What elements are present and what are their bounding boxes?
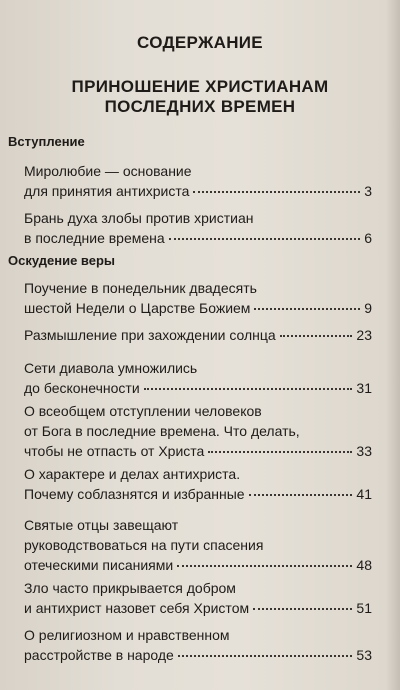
page-number: 31: [356, 380, 372, 396]
book-title-line-1: ПРИНОШЕНИЕ ХРИСТИАНАМ: [71, 77, 329, 96]
entry-text-line: для принятия антихриста: [24, 183, 190, 199]
dot-leader: [280, 334, 353, 337]
entry-text-line: О религиозном и нравственном: [24, 627, 230, 643]
entry-text-line: отеческими писаниями: [24, 557, 174, 573]
dot-leader: [253, 607, 352, 610]
toc-entry[interactable]: [24, 578, 372, 618]
page-number: 33: [356, 443, 372, 459]
entry-text-line: О характере и делах антихриста.: [24, 466, 241, 482]
toc-entry[interactable]: [24, 161, 372, 201]
page-number: 51: [356, 600, 372, 616]
page-number: 48: [356, 557, 372, 573]
toc-entry[interactable]: [24, 464, 372, 504]
toc-entry[interactable]: [24, 401, 372, 461]
dot-leader: [144, 387, 353, 390]
entry-text-line: Сети диавола умножились: [24, 360, 198, 376]
entry-text-line: и антихрист назовет себя Христом: [24, 600, 250, 616]
section-title: Оскудение веры: [8, 253, 116, 268]
dot-leader: [178, 654, 353, 657]
dot-leader: [177, 564, 352, 567]
contents-heading: СОДЕРЖАНИЕ: [137, 33, 263, 52]
entry-text-line: Поучение в понедельник двадесять: [24, 280, 257, 296]
toc-entry[interactable]: [24, 625, 372, 665]
entry-text-line: О всеобщем отступлении человеков: [24, 403, 262, 419]
page-number: 9: [364, 300, 372, 316]
facing-page-shadow: [386, 0, 400, 690]
entry-text-line: шестой Недели о Царстве Божием: [24, 300, 251, 316]
page-number: 23: [356, 327, 372, 343]
page-number: 41: [356, 486, 372, 502]
toc-entry[interactable]: [24, 515, 372, 575]
entry-text-line: Почему соблазнятся и избранные: [24, 486, 245, 502]
entry-text-line: в последние времена: [24, 230, 165, 246]
page-number: 6: [364, 230, 372, 246]
toc-entry[interactable]: [24, 358, 372, 398]
book-title-line-2: ПОСЛЕДНИХ ВРЕМЕН: [104, 97, 296, 116]
dot-leader: [208, 450, 352, 453]
toc-entry[interactable]: [24, 325, 372, 345]
dot-leader: [193, 190, 360, 193]
entry-text-line: от Бога в последние времена. Что делать,: [24, 423, 300, 439]
entry-text-line: Святые отцы завещают: [24, 517, 179, 533]
entry-text-line: расстройстве в народе: [24, 647, 174, 663]
toc-entry[interactable]: [24, 208, 372, 248]
page-number: 53: [356, 647, 372, 663]
entry-text-line: Миролюбие — основание: [24, 163, 192, 179]
page-number: 3: [364, 183, 372, 199]
entry-text-line: Размышление при захождении солнца: [24, 327, 276, 343]
entry-text-line: Брань духа злобы против христиан: [24, 210, 254, 226]
entry-text-line: до бесконечности: [24, 380, 140, 396]
dot-leader: [254, 307, 360, 310]
entry-text-line: руководствоваться на пути спасения: [24, 537, 264, 553]
dot-leader: [249, 493, 353, 496]
entry-text-line: Зло часто прикрывается добром: [24, 580, 236, 596]
toc-entry[interactable]: [24, 278, 372, 318]
section-title: Вступление: [8, 134, 85, 149]
dot-leader: [169, 237, 361, 240]
entry-text-line: чтобы не отпасть от Христа: [24, 443, 205, 459]
